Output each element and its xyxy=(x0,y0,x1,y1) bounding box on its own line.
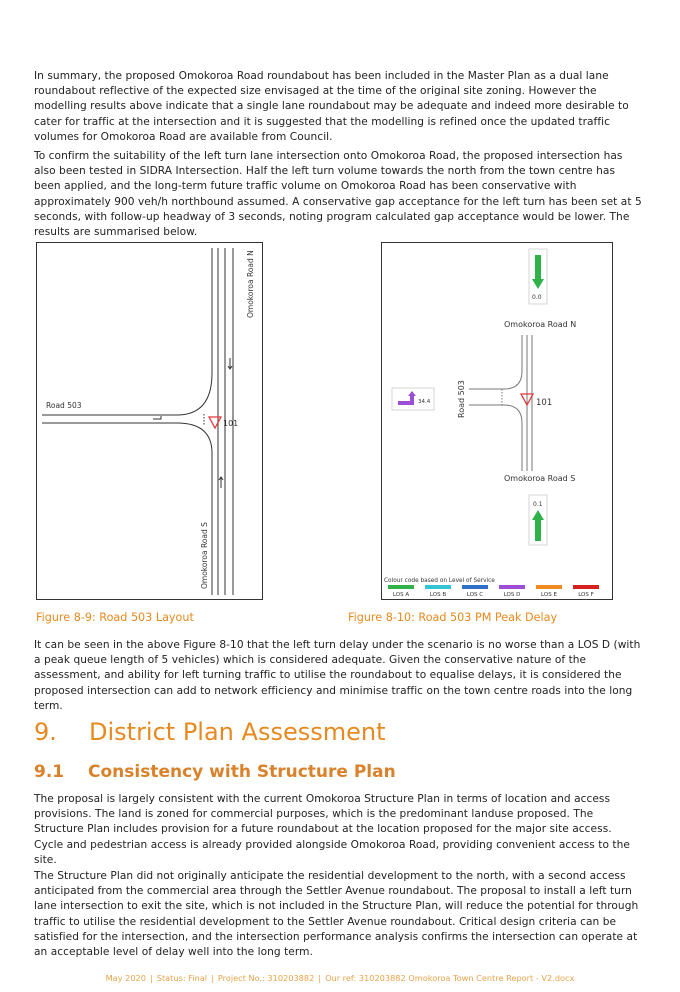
road-503-label: Road 503 xyxy=(46,401,82,410)
los-swatch xyxy=(536,585,562,589)
road-503-label: Road 503 xyxy=(457,380,466,418)
figure-8-10-caption: Figure 8-10: Road 503 PM Peak Delay xyxy=(348,611,558,624)
los-label: LOS D xyxy=(503,592,521,598)
los-label: LOS E xyxy=(541,592,557,598)
los-swatch xyxy=(499,585,525,589)
road-503-delay-figure xyxy=(381,242,613,600)
section-9-1-title: Consistency with Structure Plan xyxy=(88,762,396,782)
north-delay-value: 0.0 xyxy=(532,294,542,301)
los-swatch xyxy=(462,585,488,589)
footer-date: May 2020 xyxy=(105,973,146,983)
left-turn-marking xyxy=(153,416,161,419)
summary-paragraph: In summary, the proposed Omokoroa Road roundabout has been included in the Master Plan as a dual lane roundabout reflective of the expected size envisaged at the time of the original site zoning. However the modelling results above indicate that a single lane roundabout may be adequate and indeed more desirable to cater for traffic at the intersection and it is suggested that the modelling is refined once the updated traffic volumes for Omokoroa Road are available from Council. xyxy=(34,70,629,143)
south-delay-value: 0.1 xyxy=(533,501,543,508)
node-id-label: 101 xyxy=(223,419,239,428)
figure-8-9-caption: Figure 8-9: Road 503 Layout xyxy=(36,611,194,624)
section-9-heading xyxy=(34,718,385,746)
section-9-1-number: 9.1 xyxy=(34,762,65,782)
los-label: LOS A xyxy=(392,592,410,598)
north-green-arrow-icon xyxy=(535,255,541,280)
los-label: LOS B xyxy=(429,592,447,598)
los-label: LOS C xyxy=(466,592,484,598)
delay-result-paragraph: It can be seen in the above Figure 8-10 that the left turn delay under the scenario is no worse than a LOS D (with a peak queue length of 5 vehicles) which is considered adequate. Given the conservative nature of the assessment, and ability for left turning traffic to utilise the roundabout to equalise delays, it is considered the proposed intersection can add to network efficiency and minimise traffic on the town centre roads into the long term. xyxy=(34,639,641,712)
footer-ref: Our ref: 310203882 Omokoroa Town Centre Report - V2.docx xyxy=(325,973,575,983)
structure-plan-paragraph-2: The Structure Plan did not originally anticipate the residential development to the north, with a second access anticipated from the commercial area through the Settler Avenue roundabout. The proposal to install a left turn lane intersection to exit the site, which is not included in the Structure Plan, will reduce the potential for through traffic to utilise the residential development to the Settler Avenue roundabout. Critical design criteria can be satisfied for the intersection, and the intersection performance analysis confirms the intersection can operate at an acceptable level of delay well into the long term. xyxy=(34,870,639,959)
road-503-layout-figure xyxy=(36,242,263,600)
footer-project: Project No.: 310203882 xyxy=(217,973,315,983)
give-way-triangle xyxy=(209,417,221,428)
west-delay-value: 34.4 xyxy=(418,399,431,405)
omokoroa-road-n-label: Omokoroa Road N xyxy=(504,320,577,329)
section-9-1-heading xyxy=(34,762,396,782)
section-9-title: District Plan Assessment xyxy=(89,718,386,746)
section-9-number: 9. xyxy=(34,718,57,746)
footer-status: Status: Final xyxy=(156,973,208,983)
los-label: LOS F xyxy=(578,592,594,598)
page-footer: May 2020 | Status: Final | Project No.: 310203882 | Our ref: 310203882 Omokoroa Town Centre Report - V2.docx xyxy=(105,973,575,983)
omokoroa-road-s-label: Omokoroa Road S xyxy=(504,474,576,483)
los-swatch xyxy=(573,585,599,589)
los-swatch xyxy=(388,585,414,589)
structure-plan-paragraph-1: The proposal is largely consistent with the current Omokoroa Structure Plan in terms of location and access provisions. The land is zoned for commercial purposes, which is the predominant landuse proposed. The Structure Plan includes provision for a future roundabout at the location proposed for the major site access. Cycle and pedestrian access is already provided alongside Omokoroa Road, providing convenient access to the site. xyxy=(34,793,630,866)
node-id-label: 101 xyxy=(536,398,553,408)
omokoroa-road-n-label: Omokoroa Road N xyxy=(246,250,255,318)
legend-title: Colour code based on Level of Service xyxy=(384,578,495,584)
kerb-north-west xyxy=(177,373,212,415)
los-legend xyxy=(388,585,599,598)
omokoroa-road-s-label: Omokoroa Road S xyxy=(200,522,209,589)
los-swatch xyxy=(425,585,451,589)
sidra-paragraph: To confirm the suitability of the left turn lane intersection onto Omokoroa Road, the proposed intersection has also been tested in SIDRA Intersection. Half the left turn volume towards the north from the town centre has been applied, and the long-term future traffic volume on Omokoroa Road has been conservative with approximately 900 veh/h northbound assumed. A conservative gap acceptance for the left turn has been set at 5 seconds, with follow-up headway of 3 seconds, noting program calculated gap acceptance would be lower. The results are summarised below. xyxy=(34,150,642,239)
